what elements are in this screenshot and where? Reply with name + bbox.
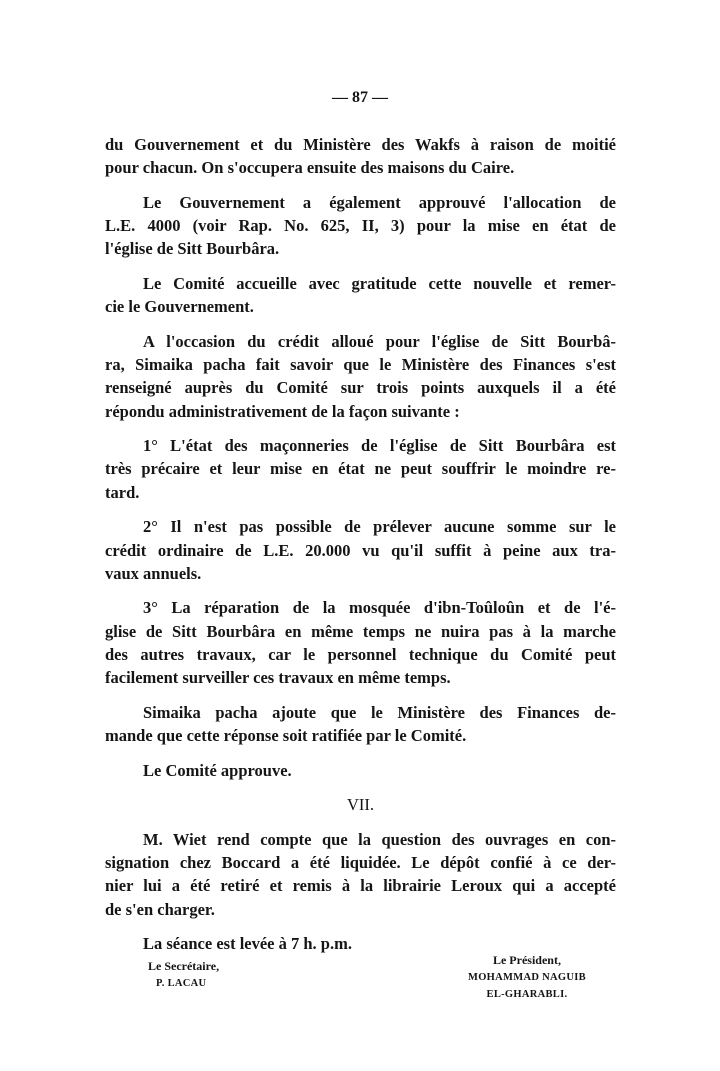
text-line: Le Comité accueille avec gratitude cette nouvelle et remer- [143, 274, 616, 294]
text-line: très précaire et leur mise en état ne peut souffrir le moindre re- [105, 459, 616, 479]
text-line: cie le Gouvernement. [105, 297, 254, 317]
text-line: des autres travaux, car le personnel technique du Comité peut [105, 644, 616, 664]
text-line: M. Wiet rend compte que la question des ouvrages en con- [143, 830, 616, 850]
paragraph [105, 330, 616, 423]
document-body [105, 133, 616, 956]
text-line: répondu administrativement de la façon suivante : [105, 401, 460, 421]
text-line: nier lui a été retiré et remis à la librairie Leroux qui a accepté [105, 876, 616, 896]
paragraph [105, 701, 616, 747]
text-line: vaux annuels. [105, 563, 202, 583]
text-line: de s'en charger. [105, 899, 215, 919]
text-line: du Gouvernement et du Ministère des Wakfs à raison de moitié [105, 135, 616, 154]
text-line: pour chacun. On s'occupera ensuite des maisons du Caire. [105, 158, 515, 178]
paragraph [105, 191, 616, 261]
paragraph [105, 759, 616, 782]
text-line: 2° Il n'est pas possible de prélever aucune somme sur le [143, 517, 616, 537]
page-number: — 87 — [332, 89, 388, 106]
paragraph [105, 272, 616, 318]
section-heading: VII. [346, 795, 375, 815]
president-title: Le Président, [492, 953, 561, 967]
secretary-signature [148, 958, 219, 992]
text-line: Le Comité approuve. [143, 760, 292, 780]
president-name-line-1: MOHAMMAD NAGUIB [468, 972, 586, 983]
text-line: renseigné auprès du Comité sur trois points auxquels il a été [105, 378, 616, 398]
paragraph [105, 515, 616, 585]
text-line: La séance est levée à 7 h. p.m. [143, 934, 352, 954]
text-line: signation chez Boccard a été liquidée. Le dépôt confié à ce der- [105, 853, 616, 873]
president-name-line-2: EL-GHARABLI. [486, 989, 568, 1000]
paragraph [105, 828, 616, 921]
text-line: A l'occasion du crédit alloué pour l'église de Sitt Bourbâ- [143, 331, 616, 351]
text-line: l'église de Sitt Bourbâra. [105, 239, 280, 259]
text-line: Le Gouvernement a également approuvé l'allocation de [143, 192, 616, 212]
secretary-name: P. LACAU [156, 978, 207, 989]
text-line: crédit ordinaire de L.E. 20.000 vu qu'il suffit à peine aux tra- [105, 540, 616, 560]
text-line: glise de Sitt Bourbâra en même temps ne nuira pas à la marche [105, 621, 616, 641]
text-line: ra, Simaika pacha fait savoir que le Ministère des Finances s'est [105, 355, 616, 375]
text-line: Simaika pacha ajoute que le Ministère des Finances de- [143, 702, 616, 722]
text-line: L.E. 4000 (voir Rap. No. 625, II, 3) pour la mise en état de [105, 216, 616, 236]
president-signature [468, 952, 586, 1003]
paragraph [105, 133, 616, 179]
text-line: facilement surveiller ces travaux en même temps. [105, 668, 451, 688]
text-line: 3° La réparation de la mosquée d'ibn-Toûloûn et de l'é- [143, 598, 616, 618]
secretary-title: Le Secrétaire, [148, 959, 220, 973]
text-line: mande que cette réponse soit ratifiée par le Comité. [105, 725, 467, 745]
text-line: tard. [105, 482, 140, 502]
paragraph [105, 434, 616, 504]
paragraph [105, 596, 616, 689]
text-line: 1° L'état des maçonneries de l'église de Sitt Bourbâra est [143, 436, 616, 456]
